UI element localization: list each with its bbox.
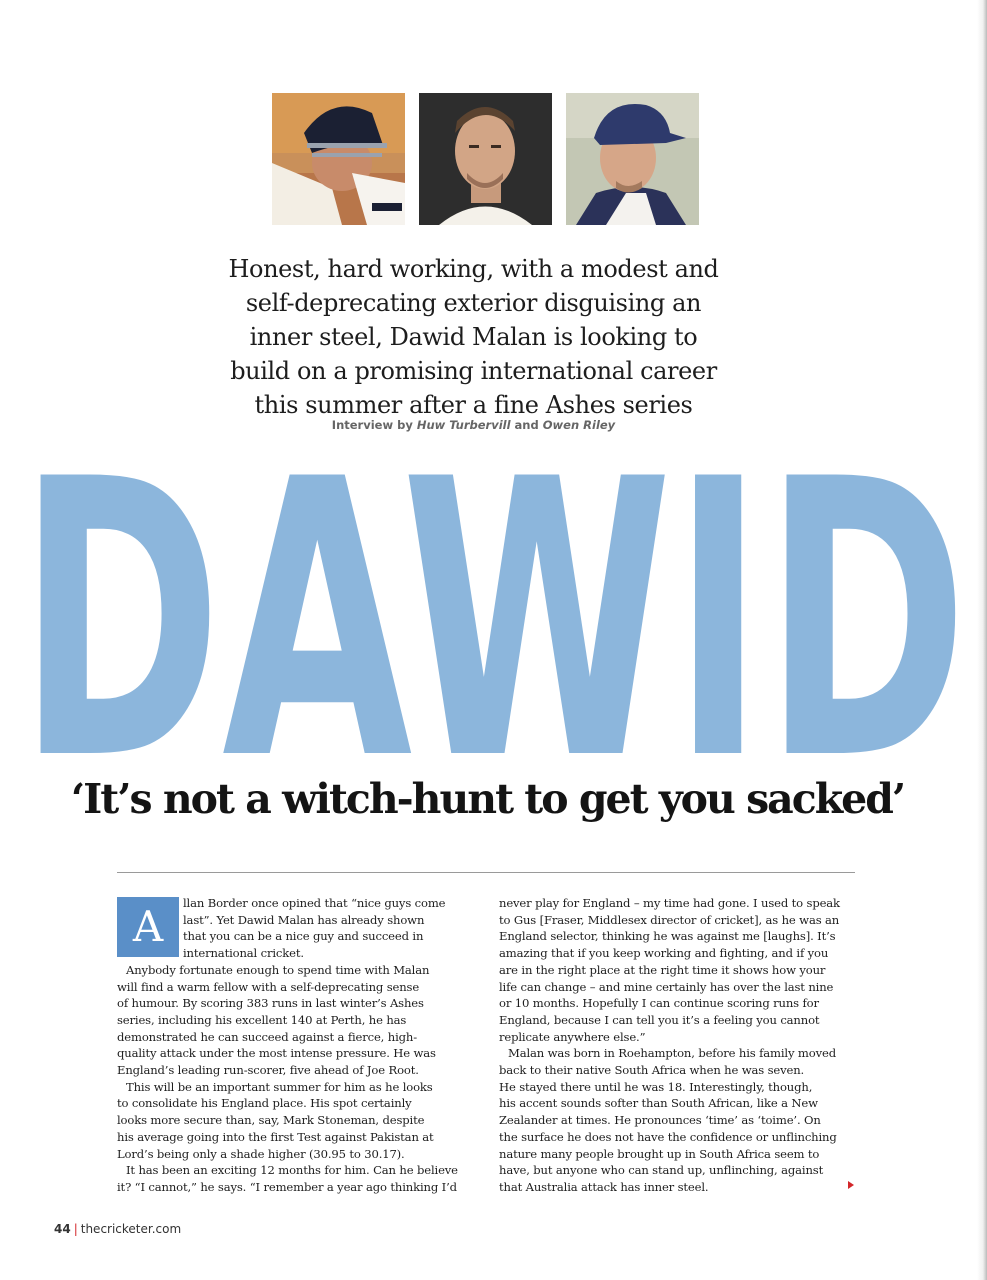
body-line: to consolidate his England place. His spot certainly	[117, 1096, 412, 1111]
byline-author: Huw Turbervill	[416, 418, 511, 432]
drop-cap: A	[117, 897, 179, 957]
body-line: have, but anyone who can stand up, unflinching, against	[499, 1163, 824, 1178]
standfirst-line: Honest, hard working, with a modest and	[228, 255, 719, 283]
cap-photo	[566, 93, 699, 225]
standfirst-line: inner steel, Dawid Malan is looking to	[249, 323, 698, 351]
standfirst	[160, 252, 787, 422]
byline	[200, 418, 747, 432]
body-line: life can change – and mine certainly has over the last nine	[499, 979, 834, 994]
body-line: his average going into the first Test against Pakistan at	[117, 1129, 434, 1144]
end-mark-icon	[848, 1181, 854, 1189]
body-line: or 10 months. Hopefully I can continue scoring runs for	[499, 996, 819, 1011]
standfirst-line: self-deprecating exterior disguising an	[245, 289, 702, 317]
body-line: his accent sounds softer than South African, like a New	[499, 1096, 818, 1111]
footer-site: thecricketer.com	[80, 1222, 182, 1236]
body-line: Lord’s being only a shade higher (30.95 to 30.17).	[117, 1146, 405, 1161]
headline: ‘It’s not a witch-hunt to get you sacked’	[70, 775, 905, 823]
standfirst-line: this summer after a fine Ashes series	[254, 391, 693, 419]
article-column-2	[499, 895, 847, 1196]
standfirst-line: build on a promising international career	[230, 357, 717, 385]
body-line: last”. Yet Dawid Malan has already shown	[183, 912, 425, 927]
body-line: quality attack under the most intense pressure. He was	[117, 1046, 436, 1061]
body-line: Zealander at times. He pronounces ‘time’ as ‘toime’. On	[499, 1113, 821, 1128]
body-line: England selector, thinking he was against me [laughs]. It’s	[499, 929, 836, 944]
body-line: looks more secure than, say, Mark Stoneman, despite	[117, 1113, 425, 1128]
byline-author: Owen Riley	[542, 418, 616, 432]
body-line: back to their native South Africa when he was seven.	[499, 1063, 805, 1078]
page-number: 44	[54, 1222, 71, 1236]
body-line: that you can be a nice guy and succeed in	[183, 929, 424, 944]
body-line: amazing that if you keep working and fighting, and if you	[499, 946, 829, 961]
title-word-text: DAWID	[18, 457, 969, 757]
body-line: never play for England – my time had gone. I used to speak	[499, 896, 840, 910]
byline-joiner: and	[514, 418, 539, 432]
body-line: nature many people brought up in South Africa seem to	[499, 1146, 820, 1161]
body-line: llan Border once opined that “nice guys come	[183, 896, 446, 910]
body-line: He stayed there until he was 18. Interestingly, though,	[499, 1079, 813, 1094]
body-line: demonstrated he can succeed against a fierce, high-	[117, 1029, 417, 1044]
article-column-1	[117, 895, 465, 1196]
body-line: international cricket.	[183, 946, 304, 961]
title-word	[0, 457, 987, 757]
body-line: that Australia attack has inner steel.	[499, 1179, 709, 1194]
body-line: will find a warm fellow with a self-deprecating sense	[117, 979, 420, 994]
body-line: England’s leading run-scorer, five ahead of Joe Root.	[117, 1063, 419, 1078]
body-line: England, because I can tell you it’s a feeling you cannot	[499, 1012, 820, 1027]
footer-separator: |	[73, 1222, 78, 1236]
portrait-photo	[419, 93, 552, 225]
body-line: replicate anywhere else.”	[499, 1029, 646, 1044]
batting-helmet-photo	[272, 93, 405, 225]
body-line: it? “I cannot,” he says. “I remember a year ago thinking I’d	[117, 1179, 457, 1194]
body-line: are in the right place at the right time it shows how your	[499, 962, 826, 977]
divider	[117, 872, 855, 873]
body-line: Anybody fortunate enough to spend time with Malan	[126, 962, 430, 977]
body-line: It has been an exciting 12 months for him. Can he believe	[126, 1163, 458, 1178]
body-line: series, including his excellent 140 at Perth, he has	[117, 1012, 407, 1027]
byline-prefix: Interview by	[331, 418, 413, 432]
body-line: of humour. By scoring 383 runs in last winter’s Ashes	[117, 996, 424, 1011]
body-line: to Gus [Fraser, Middlesex director of cricket], as he was an	[499, 912, 840, 927]
body-line: This will be an important summer for him as he looks	[126, 1079, 433, 1094]
body-line: Malan was born in Roehampton, before his family moved	[508, 1046, 836, 1061]
page-footer	[54, 1222, 181, 1236]
body-line: the surface he does not have the confidence or unflinching	[499, 1129, 837, 1144]
